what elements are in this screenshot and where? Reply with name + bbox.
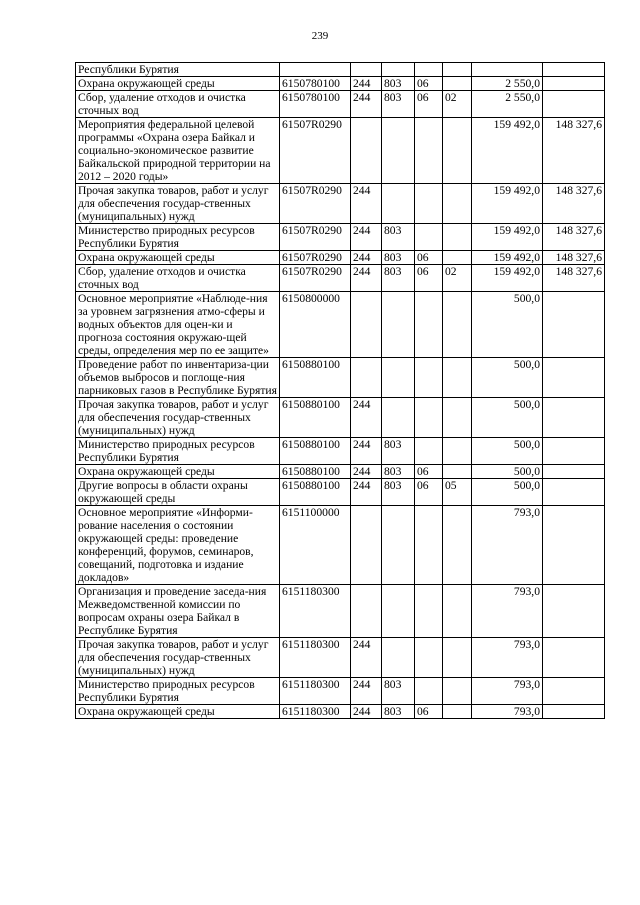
row-name-cell: Охрана окружающей среды <box>76 465 280 479</box>
row-subsection-cell <box>443 251 472 265</box>
row-code-cell: 61507R0290 <box>280 265 351 292</box>
row-subsection-cell <box>443 638 472 678</box>
row-code-cell: 6150880100 <box>280 465 351 479</box>
row-amount-2-cell <box>543 398 605 438</box>
row-expense-type-cell: 244 <box>351 678 382 705</box>
row-section-cell <box>415 438 443 465</box>
row-amount-1-cell: 793,0 <box>472 638 543 678</box>
table-row <box>76 184 605 224</box>
row-name-cell: Прочая закупка товаров, работ и услуг для обеспечения государ-ственных (муниципальных) нужд <box>76 638 280 678</box>
table-body <box>76 63 605 719</box>
row-ministry-cell: 803 <box>382 251 415 265</box>
row-ministry-cell: 803 <box>382 465 415 479</box>
row-code-cell: 6151180300 <box>280 705 351 719</box>
row-ministry-cell: 803 <box>382 678 415 705</box>
row-amount-1-cell: 159 492,0 <box>472 265 543 292</box>
row-name-cell: Министерство природных ресурсов Республики Бурятия <box>76 224 280 251</box>
row-section-cell <box>415 358 443 398</box>
row-amount-2-cell <box>543 63 605 77</box>
row-amount-1-cell: 159 492,0 <box>472 224 543 251</box>
row-name-cell: Прочая закупка товаров, работ и услуг для обеспечения государ-ственных (муниципальных) нужд <box>76 184 280 224</box>
row-subsection-cell <box>443 63 472 77</box>
table-row <box>76 585 605 638</box>
row-expense-type-cell: 244 <box>351 224 382 251</box>
row-amount-2-cell: 148 327,6 <box>543 118 605 184</box>
row-amount-1-cell: 2 550,0 <box>472 77 543 91</box>
row-code-cell: 6150880100 <box>280 479 351 506</box>
table-row <box>76 358 605 398</box>
row-expense-type-cell: 244 <box>351 638 382 678</box>
row-ministry-cell <box>382 63 415 77</box>
row-amount-2-cell <box>543 585 605 638</box>
row-amount-1-cell: 500,0 <box>472 358 543 398</box>
row-name-cell: Сбор, удаление отходов и очистка сточных вод <box>76 91 280 118</box>
row-expense-type-cell <box>351 63 382 77</box>
row-amount-1-cell: 500,0 <box>472 398 543 438</box>
row-code-cell: 6151180300 <box>280 638 351 678</box>
row-ministry-cell <box>382 585 415 638</box>
table-row <box>76 251 605 265</box>
row-amount-2-cell <box>543 678 605 705</box>
row-section-cell: 06 <box>415 251 443 265</box>
row-section-cell <box>415 118 443 184</box>
row-subsection-cell <box>443 358 472 398</box>
row-name-cell: Министерство природных ресурсов Республики Бурятия <box>76 438 280 465</box>
row-code-cell: 6150800000 <box>280 292 351 358</box>
page-number: 239 <box>311 30 329 42</box>
row-ministry-cell: 803 <box>382 265 415 292</box>
row-ministry-cell: 803 <box>382 438 415 465</box>
row-name-cell: Организация и проведение заседа-ния Межведомственной комиссии по вопросам охраны озера Байкал в Республике Бурятия <box>76 585 280 638</box>
row-section-cell: 06 <box>415 265 443 292</box>
row-amount-2-cell: 148 327,6 <box>543 224 605 251</box>
row-ministry-cell <box>382 638 415 678</box>
row-section-cell <box>415 506 443 585</box>
row-expense-type-cell: 244 <box>351 184 382 224</box>
row-section-cell: 06 <box>415 705 443 719</box>
row-amount-2-cell: 148 327,6 <box>543 184 605 224</box>
row-name-cell: Охрана окружающей среды <box>76 251 280 265</box>
table-row <box>76 479 605 506</box>
row-amount-2-cell <box>543 479 605 506</box>
row-name-cell: Мероприятия федеральной целевой программы «Охрана озера Байкал и социально-экономическое развитие Байкальской природной территории на 2012 – 2020 годы» <box>76 118 280 184</box>
row-amount-1-cell: 159 492,0 <box>472 184 543 224</box>
row-ministry-cell: 803 <box>382 479 415 506</box>
row-expense-type-cell <box>351 292 382 358</box>
row-expense-type-cell: 244 <box>351 265 382 292</box>
row-name-cell: Основное мероприятие «Информи-рование населения о состоянии окружающей среды: проведение конференций, форумов, семинаров, совещаний, подготовка и издание докладов» <box>76 506 280 585</box>
row-expense-type-cell <box>351 358 382 398</box>
row-name-cell: Прочая закупка товаров, работ и услуг для обеспечения государ-ственных (муниципальных) нужд <box>76 398 280 438</box>
row-code-cell: 61507R0290 <box>280 224 351 251</box>
row-subsection-cell <box>443 705 472 719</box>
row-ministry-cell: 803 <box>382 91 415 118</box>
row-amount-1-cell: 793,0 <box>472 705 543 719</box>
row-amount-2-cell <box>543 91 605 118</box>
row-subsection-cell <box>443 678 472 705</box>
row-expense-type-cell <box>351 506 382 585</box>
table-row <box>76 465 605 479</box>
row-section-cell <box>415 292 443 358</box>
row-subsection-cell <box>443 77 472 91</box>
row-name-cell: Республики Бурятия <box>76 63 280 77</box>
row-ministry-cell <box>382 118 415 184</box>
table-row <box>76 438 605 465</box>
row-name-cell: Охрана окружающей среды <box>76 705 280 719</box>
row-ministry-cell <box>382 292 415 358</box>
row-code-cell: 61507R0290 <box>280 184 351 224</box>
table-row <box>76 678 605 705</box>
row-expense-type-cell: 244 <box>351 479 382 506</box>
budget-table <box>75 62 605 719</box>
row-amount-2-cell <box>543 465 605 479</box>
row-expense-type-cell: 244 <box>351 705 382 719</box>
row-subsection-cell <box>443 438 472 465</box>
row-name-cell: Министерство природных ресурсов Республики Бурятия <box>76 678 280 705</box>
row-ministry-cell <box>382 184 415 224</box>
row-ministry-cell <box>382 358 415 398</box>
row-expense-type-cell: 244 <box>351 251 382 265</box>
row-section-cell: 06 <box>415 91 443 118</box>
row-name-cell: Другие вопросы в области охраны окружающей среды <box>76 479 280 506</box>
row-section-cell <box>415 638 443 678</box>
row-ministry-cell: 803 <box>382 705 415 719</box>
row-amount-1-cell: 500,0 <box>472 479 543 506</box>
row-amount-1-cell: 159 492,0 <box>472 251 543 265</box>
row-section-cell <box>415 224 443 251</box>
row-code-cell: 6151100000 <box>280 506 351 585</box>
row-amount-1-cell: 793,0 <box>472 506 543 585</box>
table-row <box>76 705 605 719</box>
table-row <box>76 292 605 358</box>
row-amount-1-cell: 793,0 <box>472 678 543 705</box>
row-subsection-cell <box>443 465 472 479</box>
row-subsection-cell <box>443 292 472 358</box>
row-ministry-cell: 803 <box>382 77 415 91</box>
row-amount-2-cell <box>543 292 605 358</box>
table-row <box>76 224 605 251</box>
table-row <box>76 63 605 77</box>
row-subsection-cell <box>443 184 472 224</box>
row-amount-2-cell <box>543 705 605 719</box>
row-code-cell: 6151180300 <box>280 678 351 705</box>
table-row <box>76 91 605 118</box>
row-name-cell: Проведение работ по инвентариза-ции объемов выбросов и поглоще-ния парниковых газов в Республике Бурятия <box>76 358 280 398</box>
table-row <box>76 265 605 292</box>
row-section-cell: 06 <box>415 77 443 91</box>
row-ministry-cell <box>382 398 415 438</box>
row-code-cell: 61507R0290 <box>280 251 351 265</box>
table-row <box>76 77 605 91</box>
row-amount-1-cell: 500,0 <box>472 438 543 465</box>
row-expense-type-cell: 244 <box>351 465 382 479</box>
row-subsection-cell <box>443 224 472 251</box>
row-amount-1-cell: 500,0 <box>472 465 543 479</box>
row-name-cell: Основное мероприятие «Наблюде-ния за уровнем загрязнения атмо-сферы и водных объектов для оцен-ки и прогноза состояния окружаю-щей среды, определения мер по ее защите» <box>76 292 280 358</box>
row-code-cell: 6150780100 <box>280 91 351 118</box>
row-subsection-cell: 02 <box>443 265 472 292</box>
row-amount-2-cell <box>543 77 605 91</box>
row-subsection-cell: 02 <box>443 91 472 118</box>
table-row <box>76 638 605 678</box>
row-amount-2-cell: 148 327,6 <box>543 265 605 292</box>
row-code-cell: 6150880100 <box>280 358 351 398</box>
row-expense-type-cell: 244 <box>351 77 382 91</box>
row-subsection-cell <box>443 506 472 585</box>
row-amount-1-cell: 793,0 <box>472 585 543 638</box>
row-code-cell: 6150880100 <box>280 398 351 438</box>
row-amount-1-cell: 2 550,0 <box>472 91 543 118</box>
row-code-cell: 61507R0290 <box>280 118 351 184</box>
row-amount-2-cell <box>543 358 605 398</box>
table-row <box>76 118 605 184</box>
row-expense-type-cell: 244 <box>351 398 382 438</box>
row-name-cell: Охрана окружающей среды <box>76 77 280 91</box>
row-section-cell <box>415 398 443 438</box>
row-section-cell <box>415 184 443 224</box>
row-expense-type-cell: 244 <box>351 438 382 465</box>
row-expense-type-cell: 244 <box>351 91 382 118</box>
row-amount-1-cell: 500,0 <box>472 292 543 358</box>
row-subsection-cell <box>443 585 472 638</box>
row-code-cell: 6150880100 <box>280 438 351 465</box>
row-code-cell: 6150780100 <box>280 77 351 91</box>
row-name-cell: Сбор, удаление отходов и очистка сточных вод <box>76 265 280 292</box>
row-section-cell: 06 <box>415 465 443 479</box>
table-row <box>76 506 605 585</box>
row-amount-2-cell <box>543 506 605 585</box>
row-amount-1-cell <box>472 63 543 77</box>
row-code-cell: 6151180300 <box>280 585 351 638</box>
row-subsection-cell <box>443 118 472 184</box>
row-ministry-cell <box>382 506 415 585</box>
row-section-cell: 06 <box>415 479 443 506</box>
row-ministry-cell: 803 <box>382 224 415 251</box>
row-subsection-cell <box>443 398 472 438</box>
row-amount-2-cell <box>543 638 605 678</box>
row-code-cell <box>280 63 351 77</box>
row-amount-2-cell: 148 327,6 <box>543 251 605 265</box>
table-row <box>76 398 605 438</box>
row-expense-type-cell <box>351 118 382 184</box>
row-amount-1-cell: 159 492,0 <box>472 118 543 184</box>
row-section-cell <box>415 585 443 638</box>
row-subsection-cell: 05 <box>443 479 472 506</box>
row-section-cell <box>415 63 443 77</box>
row-section-cell <box>415 678 443 705</box>
row-expense-type-cell <box>351 585 382 638</box>
row-amount-2-cell <box>543 438 605 465</box>
